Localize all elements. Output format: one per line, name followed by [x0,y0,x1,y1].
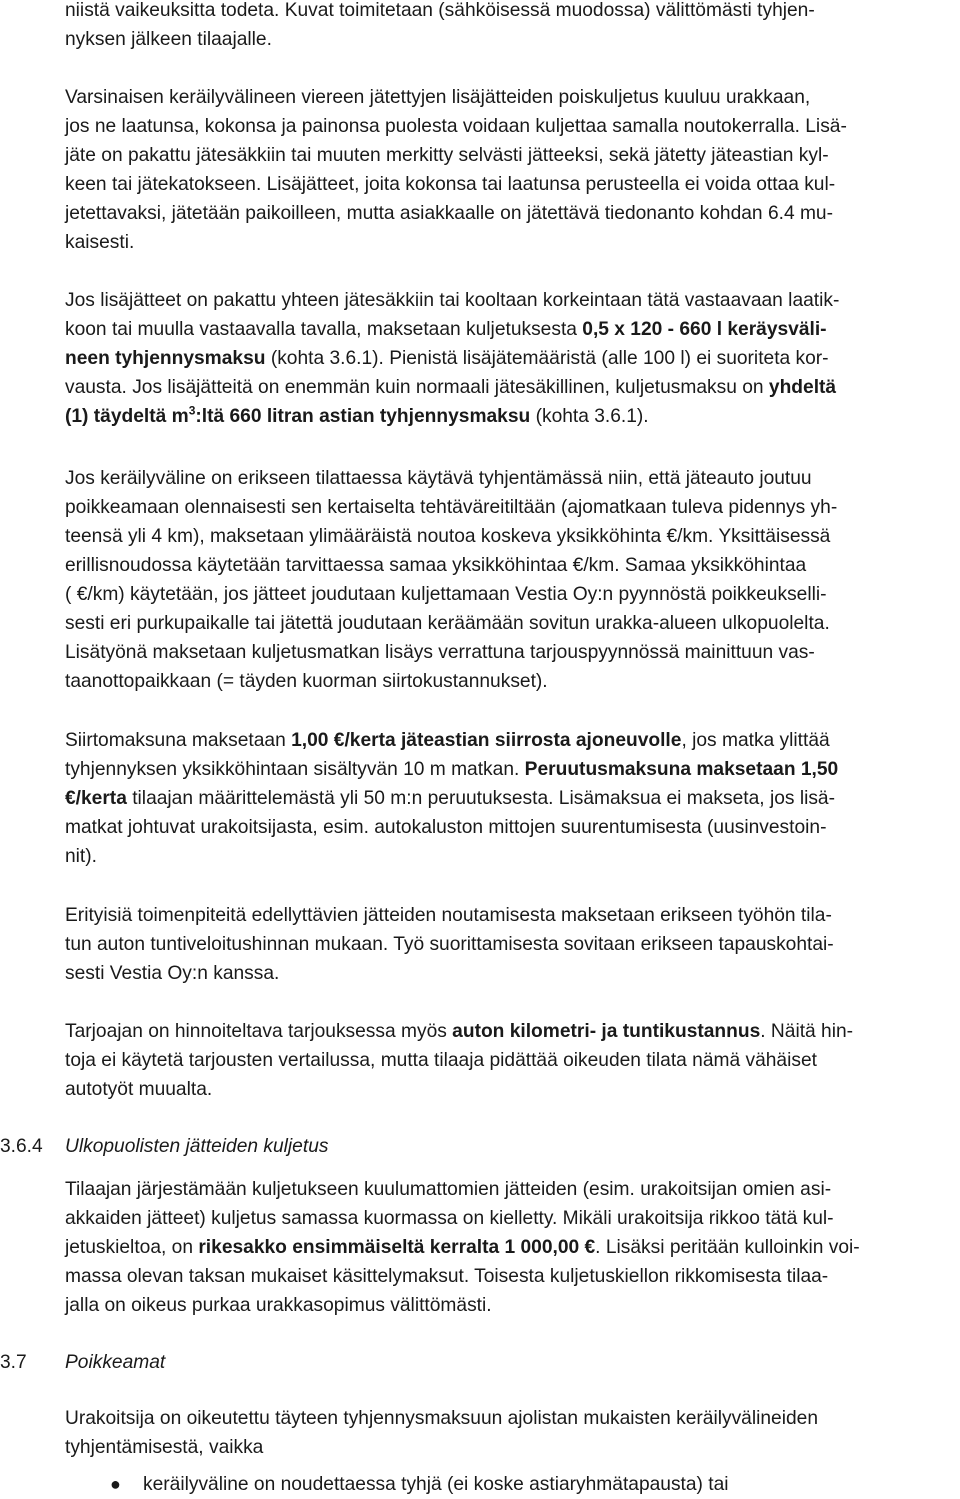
text-line: Tarjoajan on hinnoiteltava tarjouksessa myös auton kilometri- ja tuntikustannus. Näitä hin- [65,1021,854,1042]
section-number: 3.7 [0,1352,27,1373]
text-line: vausta. Jos lisäjätteitä on enemmän kuin normaali jätesäkillinen, kuljetusmaksu on yhdeltä [65,377,837,398]
text-line: sesti eri purkupaikalle tai jätettä joudutaan keräämään sovitun urakka-alueen ulkopuolelta. [65,613,830,634]
text-line: teensä yli 4 km), maksetaan ylimääräistä noutoa koskeva yksikköhinta €/km. Yksittäisessä [65,526,831,547]
bold-fee: auton kilometri- ja tuntikustannus [452,1021,761,1042]
bold-fee: 0,5 x 120 - 660 l keräysväli- [582,319,827,340]
text-line: massa olevan taksan mukaiset käsittelymaksut. Toisesta kuljetuskiellon rikkomisesta tilaa- [65,1266,829,1287]
text-line: jäte on pakattu jätesäkkiin tai muuten merkitty selvästi jätteeksi, sekä jätetty jäteastian kyl- [65,145,829,166]
text-line: Urakoitsija on oikeutettu täyteen tyhjennysmaksuun ajolistan mukaisten keräilyvälineiden [65,1408,818,1429]
text-line: Jos keräilyväline on erikseen tilattaessa käytävä tyhjentämässä niin, että jäteauto joutuu [65,468,812,489]
text-line: Lisätyönä maksetaan kuljetusmatkan lisäys verrattuna tarjouspyynnössä mainittuun vas- [65,642,815,663]
text-line: koon tai muulla vastaavalla tavalla, maksetaan kuljetuksesta 0,5 x 120 - 660 l keräysväli- [65,319,827,340]
text-line: tyhjentämisestä, vaikka [65,1437,264,1458]
text-line: toja ei käytetä tarjousten vertailussa, mutta tilaaja pidättää oikeuden tilata nämä vähäiset [65,1050,817,1071]
text-line: jetettavaksi, jätetään paikoilleen, mutta asiakkaalle on jätettävä tiedonanto kohdan 6.4 mu- [65,203,833,224]
bold-fee: Peruutusmaksuna maksetaan 1,50 [524,759,839,780]
text-line: kaisesti. [65,232,135,253]
text-line: neen tyhjennysmaksu (kohta 3.6.1). Pienistä lisäjätemääristä (alle 100 l) ei suoriteta kor- [65,348,829,369]
bold-fee: (1) täydeltä $m^3:ltä$ 660 litran astian tyhjennysmaksu [65,403,531,427]
text-line: nit). [65,846,97,867]
text-line: sesti Vestia Oy:n kanssa. [65,963,280,984]
bold-fee: yhdeltä [768,377,837,398]
list-item: keräilyväline on noudettaessa tyhjä (ei koske astiaryhmätapausta) tai [143,1474,729,1495]
text-line: keen tai jätekatokseen. Lisäjätteet, joita kokonsa tai laatunsa perusteella ei voida ottaa kul- [65,174,836,195]
text-line: niistä vaikeuksitta todeta. Kuvat toimitetaan (sähköisessä muodossa) välittömästi tyhjen- [65,0,815,21]
text-line: autotyöt muualta. [65,1079,213,1100]
bold-fee: €/kerta [65,788,127,809]
text-line: jalla on oikeus purkaa urakkasopimus välittömästi. [65,1295,492,1316]
text-line: akkaiden jätteet) kuljetus samassa kuormassa on kielletty. Mikäli urakoitsija rikkoo tätä kul- [65,1208,834,1229]
text-line: matkat johtuvat urakoitsijasta, esim. autokaluston mittojen suurentumisesta (uusinvestoin- [65,817,827,838]
text-line: Siirtomaksuna maksetaan 1,00 €/kerta jäteastian siirrosta ajoneuvolle, jos matka ylittää [65,730,830,751]
bold-fee: neen tyhjennysmaksu [65,348,266,369]
text-line: jos ne laatunsa, kokonsa ja painonsa puolesta voidaan kuljettaa samalla noutokerralla. Lisä- [65,116,847,137]
text-line: ( €/km) käytetään, jos jätteet joudutaan kuljettamaan Vestia Oy:n pyynnöstä poikkeukselli- [65,584,827,605]
text-line: tyhjennyksen yksikköhintaan sisältyvän 10 m matkan. Peruutusmaksuna maksetaan 1,50 [65,759,839,780]
text-line: tun auton tuntiveloitushinnan mukaan. Työ suorittamisesta sovitaan erikseen tapauskohtai- [65,934,834,955]
text-line: (1) täydeltä $m^3:ltä$ 660 litran astian tyhjennysmaksu (kohta 3.6.1). [65,403,649,427]
section-heading: Poikkeamat [65,1352,166,1373]
text-line: poikkeamaan olennaisesti sen kertaiselta tehtäväreitiltään (ajomatkaan tuleva pidennys yh- [65,497,838,518]
text-line: nyksen jälkeen tilaajalle. [65,29,272,50]
bullet-icon: ● [110,1474,121,1494]
text-line: Jos lisäjätteet on pakattu yhteen jätesäkkiin tai kooltaan korkeintaan tätä vastaavaan laatik- [65,290,840,311]
text-line: jetuskieltoa, on rikesakko ensimmäiseltä kerralta 1 000,00 €. Lisäksi peritään kulloinkin voi- [65,1237,860,1258]
section-number: 3.6.4 [0,1136,43,1157]
text-line: erillisnoudossa käytetään tarvittaessa samaa yksikköhintaa €/km. Samaa yksikköhintaa [65,555,807,576]
section-heading: Ulkopuolisten jätteiden kuljetus [65,1136,329,1157]
text-line: Tilaajan järjestämään kuljetukseen kuulumattomien jätteiden (esim. urakoitsijan omien asi- [65,1179,832,1200]
bold-fee: 1,00 €/kerta jäteastian siirrosta ajoneuvolle [291,730,682,751]
text-line: taanottopaikkaan (= täyden kuorman siirtokustannukset). [65,671,548,692]
text-line: Varsinaisen keräilyvälineen viereen jätettyjen lisäjätteiden poiskuljetus kuuluu urakkaan, [65,87,811,108]
text-line: €/kerta tilaajan määrittelemästä yli 50 m:n peruutuksesta. Lisämaksua ei makseta, jos lisä- [65,788,835,809]
bold-fee: rikesakko ensimmäiseltä kerralta 1 000,00 € [198,1237,596,1258]
text-line: Erityisiä toimenpiteitä edellyttävien jätteiden noutamisesta maksetaan erikseen työhön tila- [65,905,832,926]
